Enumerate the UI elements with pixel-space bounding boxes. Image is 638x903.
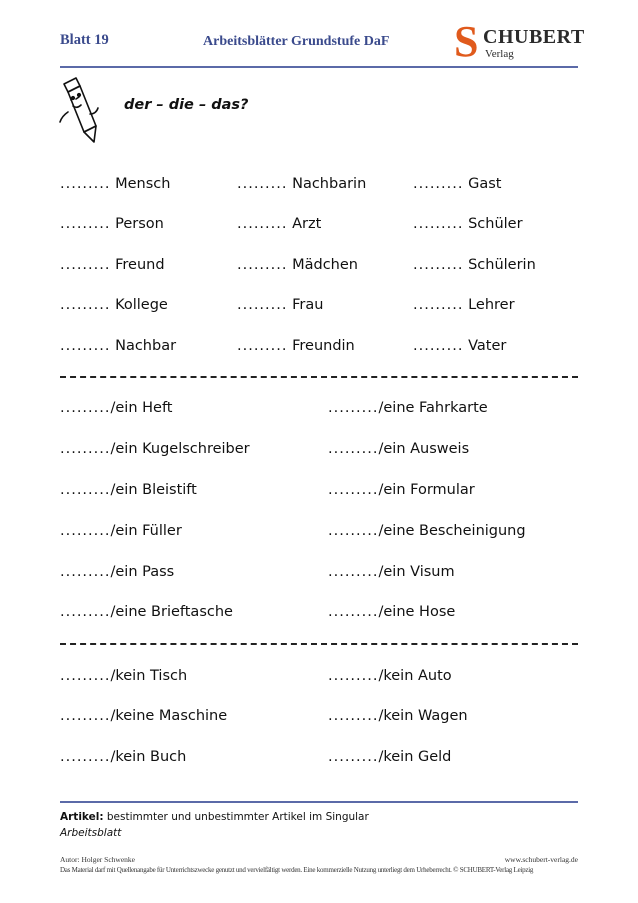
- s1-r2-c0: [60, 257, 165, 277]
- blank: .........: [60, 604, 111, 620]
- logo-sub: Verlag: [485, 48, 514, 60]
- pencil-icon: [56, 76, 102, 148]
- blank: .........: [60, 400, 111, 416]
- blank: .........: [237, 257, 288, 273]
- noun: Arzt: [292, 216, 322, 232]
- blank: .........: [60, 216, 111, 232]
- s1-r4-c1: [237, 338, 355, 358]
- s1-r1-c0: [60, 216, 164, 236]
- noun: /eine Fahrkarte: [378, 400, 488, 416]
- blank: .........: [328, 482, 379, 498]
- blank: .........: [328, 708, 379, 724]
- noun: /ein Füller: [110, 523, 182, 539]
- footer-divider: [60, 801, 578, 803]
- noun: Lehrer: [468, 297, 515, 313]
- noun: Schülerin: [468, 257, 536, 273]
- s2-r2-c1: [328, 482, 475, 502]
- exercise-title: der – die – das?: [124, 97, 249, 113]
- blank: .........: [60, 176, 111, 192]
- s1-r0-c2: [413, 176, 501, 196]
- s1-r2-c1: [237, 257, 358, 277]
- noun: Gast: [468, 176, 502, 192]
- s3-r1-c1: [328, 708, 468, 728]
- noun: Schüler: [468, 216, 523, 232]
- s1-r0-c1: [237, 176, 366, 196]
- noun: Frau: [292, 297, 324, 313]
- noun: /ein Bleistift: [110, 482, 197, 498]
- noun: Kollege: [115, 297, 168, 313]
- page-header: [60, 17, 585, 68]
- s1-r3-c2: [413, 297, 515, 317]
- blank: .........: [237, 176, 288, 192]
- blank: .........: [413, 176, 464, 192]
- s1-r4-c0: [60, 338, 176, 358]
- blank: .........: [237, 297, 288, 313]
- noun: /ein Formular: [378, 482, 475, 498]
- noun: Mensch: [115, 176, 171, 192]
- s1-r4-c2: [413, 338, 506, 358]
- blank: .........: [328, 749, 379, 765]
- s3-r2-c0: [60, 749, 186, 769]
- s1-r1-c1: [237, 216, 321, 236]
- blank: .........: [413, 297, 464, 313]
- s2-r4-c0: [60, 564, 174, 584]
- noun: /eine Hose: [378, 604, 456, 620]
- logo-initial: S: [454, 17, 479, 66]
- blank: .........: [237, 216, 288, 232]
- blank: .........: [60, 482, 111, 498]
- blank: .........: [328, 604, 379, 620]
- s2-r1-c1: [328, 441, 469, 461]
- noun: /ein Visum: [378, 564, 455, 580]
- noun: /kein Tisch: [110, 668, 188, 684]
- noun: Freund: [115, 257, 165, 273]
- blank: .........: [328, 400, 379, 416]
- s2-r3-c0: [60, 523, 182, 543]
- s3-r0-c1: [328, 668, 452, 688]
- blank: .........: [413, 216, 464, 232]
- blank: .........: [328, 523, 379, 539]
- noun: Vater: [468, 338, 507, 354]
- s2-r1-c0: [60, 441, 250, 461]
- noun: Mädchen: [292, 257, 358, 273]
- noun: /ein Ausweis: [378, 441, 470, 457]
- section-divider: [60, 643, 578, 645]
- series-title: Arbeitsblätter Grundstufe DaF: [203, 34, 390, 49]
- footer-topic-label: Artikel:: [60, 811, 104, 823]
- noun: /eine Bescheinigung: [378, 523, 526, 539]
- blank: .........: [60, 441, 111, 457]
- footer-topic: [60, 811, 369, 823]
- s1-r3-c0: [60, 297, 168, 317]
- noun: Freundin: [292, 338, 355, 354]
- blank: .........: [60, 749, 111, 765]
- s1-r3-c1: [237, 297, 323, 317]
- blank: .........: [60, 564, 111, 580]
- blank: .........: [328, 441, 379, 457]
- s2-r0-c0: [60, 400, 172, 420]
- sheet-number: Blatt 19: [60, 32, 109, 48]
- blank: .........: [413, 338, 464, 354]
- footer-url: www.schubert-verlag.de: [504, 855, 578, 864]
- header-divider: [60, 66, 578, 68]
- noun: /ein Kugelschreiber: [110, 441, 250, 457]
- s2-r5-c1: [328, 604, 455, 624]
- s3-r0-c0: [60, 668, 187, 688]
- blank: .........: [237, 338, 288, 354]
- footer-author: Autor: Holger Schwenke: [60, 855, 135, 864]
- noun: /kein Auto: [378, 668, 452, 684]
- s2-r4-c1: [328, 564, 455, 584]
- blank: .........: [60, 257, 111, 273]
- noun: /ein Pass: [110, 564, 175, 580]
- noun: Person: [115, 216, 164, 232]
- schubert-logo: [454, 17, 585, 66]
- noun: /kein Wagen: [378, 708, 468, 724]
- s2-r2-c0: [60, 482, 197, 502]
- blank: .........: [60, 668, 111, 684]
- footer-copyright: Das Material darf mit Quellenangabe für Unterrichtszwecke genutzt und vervielfältigt werden. Eine kommerzielle Nutzung unterliegt dem Urheberrecht. © SCHUBERT-Verlag Leipzig: [60, 866, 534, 874]
- s1-r1-c2: [413, 216, 523, 236]
- s2-r3-c1: [328, 523, 526, 543]
- s3-r2-c1: [328, 749, 451, 769]
- blank: .........: [60, 338, 111, 354]
- s1-r2-c2: [413, 257, 536, 277]
- noun: Nachbar: [115, 338, 177, 354]
- blank: .........: [60, 523, 111, 539]
- section-divider: [60, 376, 578, 378]
- blank: .........: [328, 668, 379, 684]
- noun: Nachbarin: [292, 176, 367, 192]
- s2-r5-c0: [60, 604, 233, 624]
- s2-r0-c1: [328, 400, 488, 420]
- noun: /ein Heft: [110, 400, 173, 416]
- noun: /eine Brieftasche: [110, 604, 233, 620]
- noun: /kein Buch: [110, 749, 187, 765]
- footer-type: Arbeitsblatt: [60, 827, 122, 839]
- logo-name: CHUBERT: [483, 26, 585, 48]
- blank: .........: [413, 257, 464, 273]
- s3-r1-c0: [60, 708, 227, 728]
- noun: /kein Geld: [378, 749, 452, 765]
- noun: /keine Maschine: [110, 708, 228, 724]
- blank: .........: [60, 297, 111, 313]
- blank: .........: [60, 708, 111, 724]
- s1-r0-c0: [60, 176, 170, 196]
- blank: .........: [328, 564, 379, 580]
- footer-topic-text: bestimmter und unbestimmter Artikel im Singular: [103, 811, 369, 823]
